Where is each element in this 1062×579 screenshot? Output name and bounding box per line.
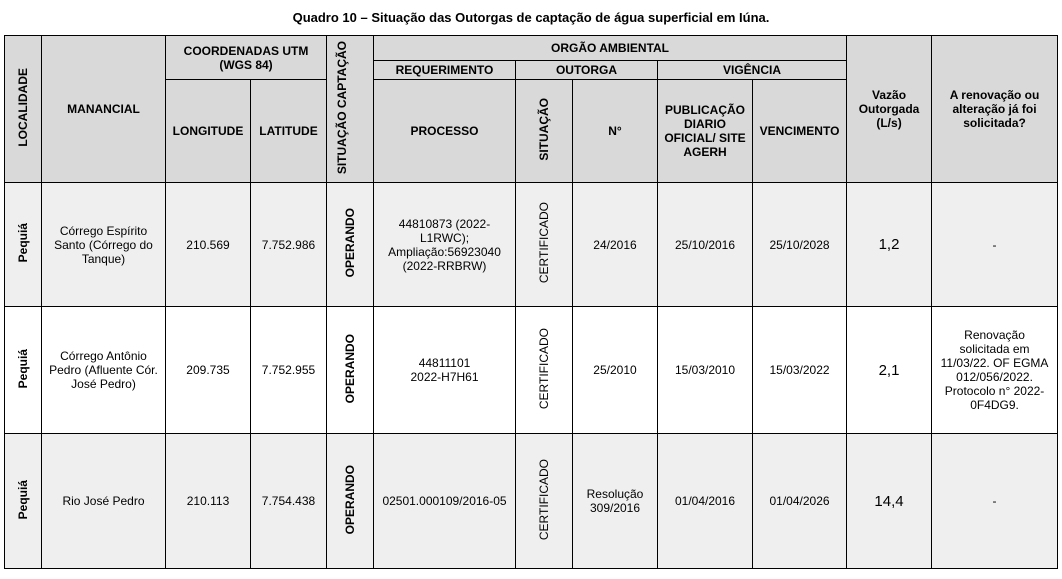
cell-situacao-captacao: OPERANDO [327,307,374,434]
table-row [5,434,1058,569]
cell-longitude: 209.735 [166,307,251,434]
cell-numero: 25/2010 [573,307,658,434]
header-localidade: LOCALIDADE [5,36,42,183]
cell-numero: Resolução 309/2016 [573,434,658,569]
cell-situacao-captacao: OPERANDO [327,434,374,569]
header-latitude: LATITUDE [251,80,327,183]
cell-vencimento: 15/03/2022 [753,307,847,434]
cell-publicacao: 15/03/2010 [658,307,753,434]
cell-renovacao: - [932,434,1058,569]
outorgas-table [4,35,1058,569]
cell-renovacao: - [932,183,1058,307]
header-vazao: Vazão Outorgada (L/s) [847,36,932,183]
header-numero: N° [573,80,658,183]
cell-situacao-captacao: OPERANDO [327,183,374,307]
cell-manancial: Córrego Espírito Santo (Córrego do Tanque) [42,183,166,307]
cell-publicacao: 25/10/2016 [658,183,753,307]
header-renovacao: A renovação ou alteração já foi solicitada? [932,36,1058,183]
cell-latitude: 7.752.986 [251,183,327,307]
cell-situacao: CERTIFICADO [516,307,573,434]
header-processo: PROCESSO [374,80,516,183]
cell-publicacao: 01/04/2016 [658,434,753,569]
cell-vazao: 2,1 [847,307,932,434]
cell-latitude: 7.754.438 [251,434,327,569]
header-longitude: LONGITUDE [166,80,251,183]
header-coordenadas: COORDENADAS UTM (WGS 84) [166,36,327,80]
table-caption: Quadro 10 – Situação das Outorgas de captação de água superficial em Iúna. [292,10,770,25]
header-vencimento: VENCIMENTO [753,80,847,183]
cell-situacao: CERTIFICADO [516,434,573,569]
header-situacao: SITUAÇÃO [516,80,573,183]
cell-latitude: 7.752.955 [251,307,327,434]
cell-localidade: Pequiá [5,434,42,569]
cell-longitude: 210.113 [166,434,251,569]
cell-manancial: Córrego Antônio Pedro (Afluente Cór. José Pedro) [42,307,166,434]
cell-localidade: Pequiá [5,307,42,434]
cell-renovacao: Renovação solicitada em 11/03/22. OF EGMA 012/056/2022. Protocolo n° 2022-0F4DG9. [932,307,1058,434]
cell-processo: 44810873 (2022-L1RWC); Ampliação:56923040 (2022-RRBRW) [374,183,516,307]
cell-vazao: 1,2 [847,183,932,307]
cell-vencimento: 25/10/2028 [753,183,847,307]
cell-processo: 44811101 2022-H7H61 [374,307,516,434]
cell-processo: 02501.000109/2016-05 [374,434,516,569]
cell-manancial: Rio José Pedro [42,434,166,569]
table-row [5,307,1058,434]
header-orgao-ambiental: ORGÃO AMBIENTAL [374,36,847,61]
cell-numero: 24/2016 [573,183,658,307]
cell-vencimento: 01/04/2026 [753,434,847,569]
cell-vazao: 14,4 [847,434,932,569]
cell-longitude: 210.569 [166,183,251,307]
header-vigencia: VIGÊNCIA [658,61,847,80]
header-publicacao: PUBLICAÇÃO DIARIO OFICIAL/ SITE AGERH [658,80,753,183]
cell-localidade: Pequiá [5,183,42,307]
header-manancial: MANANCIAL [42,36,166,183]
cell-situacao: CERTIFICADO [516,183,573,307]
header-requerimento: REQUERIMENTO [374,61,516,80]
header-situacao-captacao: SITUAÇÃO CAPTAÇÃO [327,36,374,183]
header-outorga: OUTORGA [516,61,658,80]
table-row [5,183,1058,307]
